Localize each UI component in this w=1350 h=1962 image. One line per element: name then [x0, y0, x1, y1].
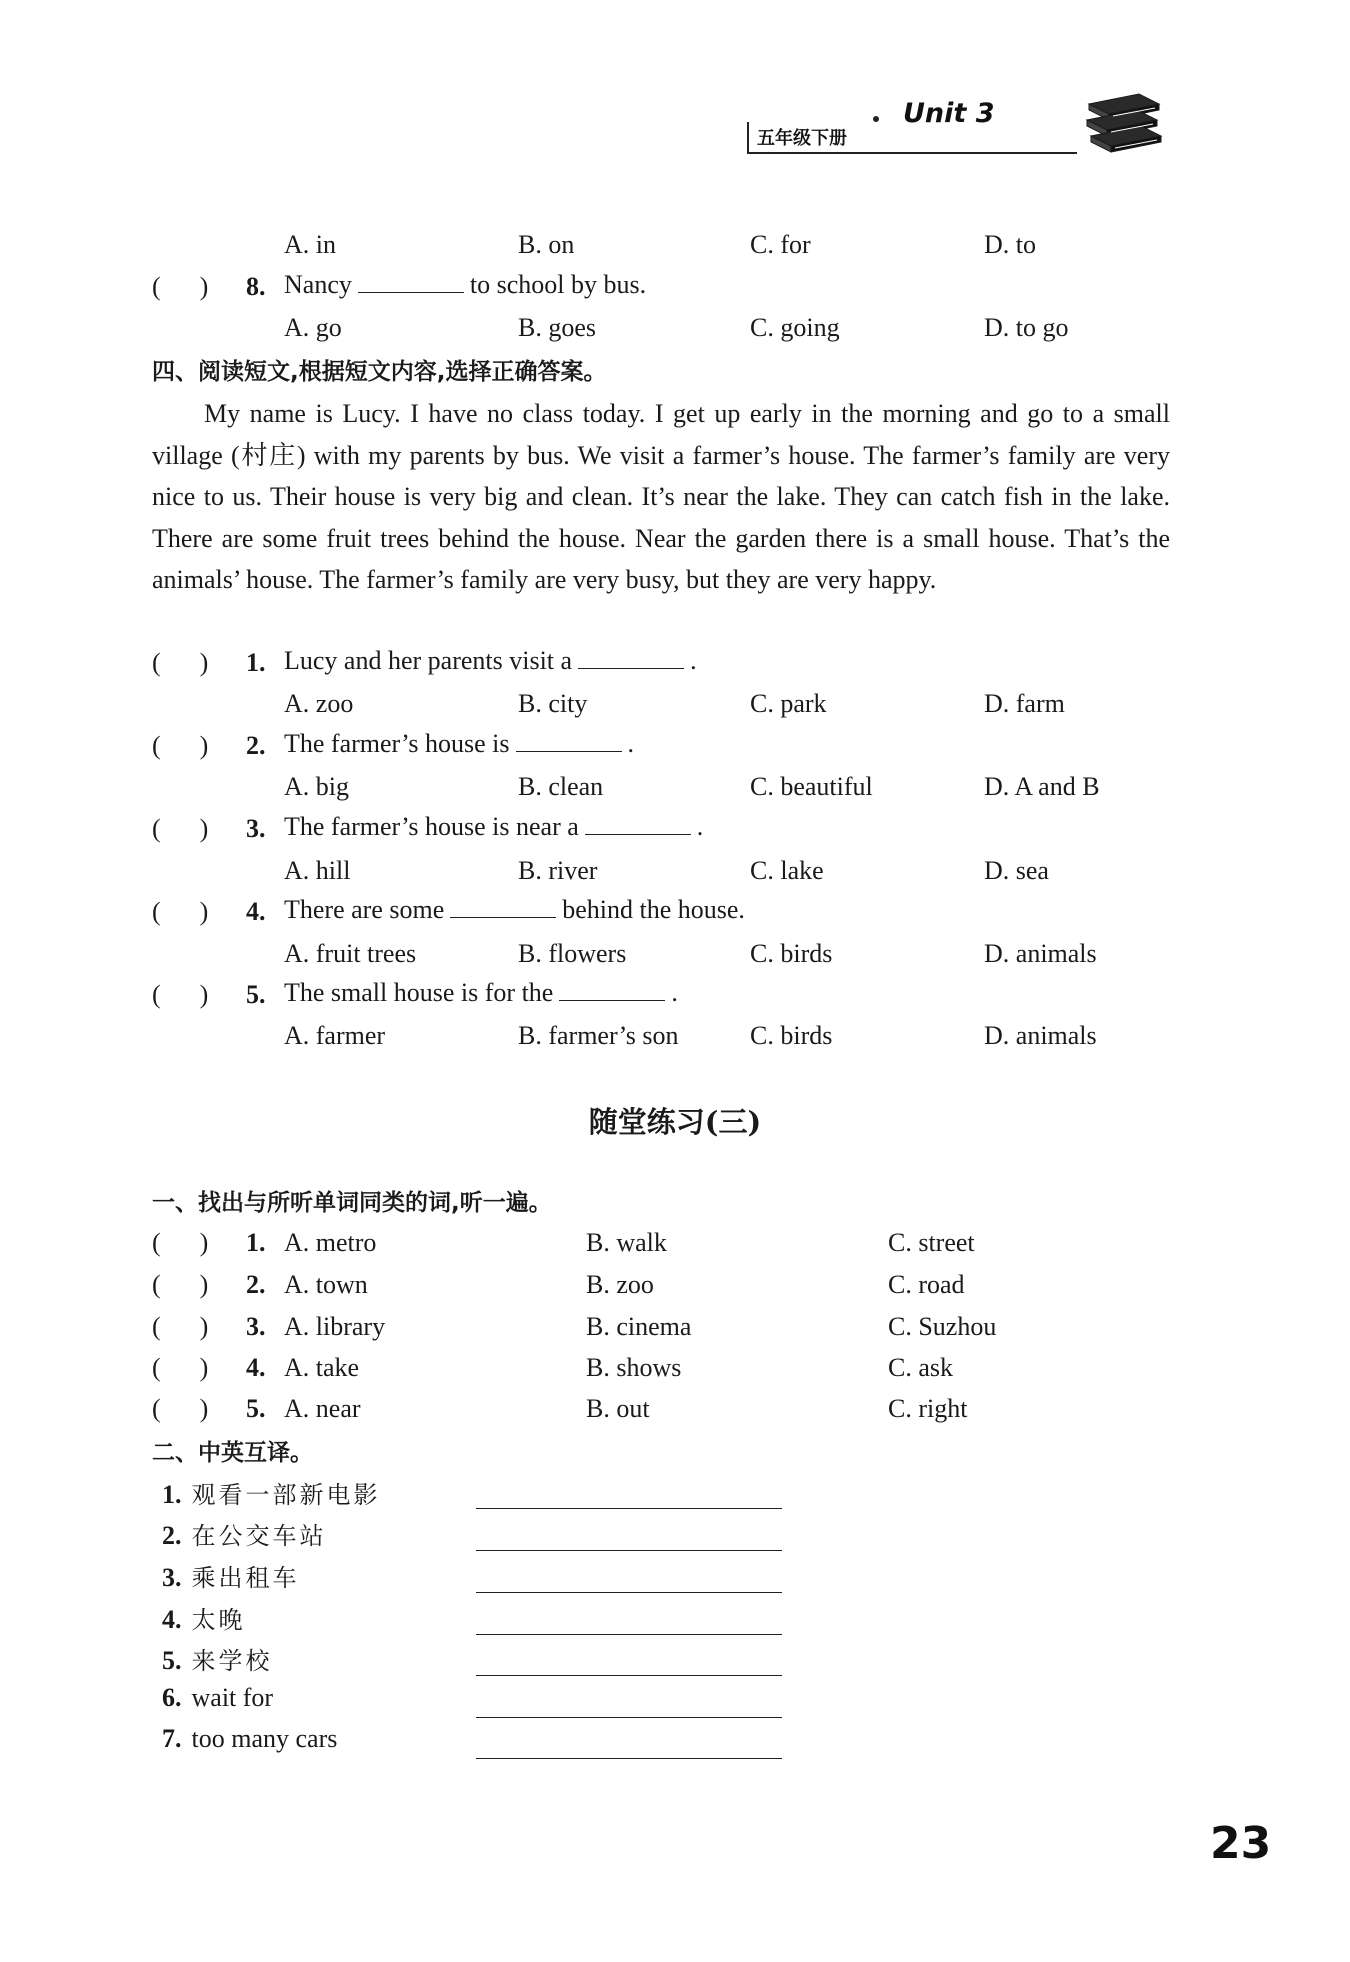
question-pre: Lucy and her parents visit a — [284, 646, 573, 675]
fill-blank[interactable] — [358, 268, 464, 293]
question-pre: The small house is for the — [284, 978, 554, 1007]
item-number: 7. — [162, 1724, 182, 1753]
fill-blank[interactable] — [585, 810, 691, 835]
option-b: B. flowers — [518, 939, 627, 968]
item-number: 1. — [162, 1480, 182, 1509]
fill-blank[interactable] — [559, 976, 665, 1001]
header-dot — [873, 116, 879, 122]
option-c: C. beautiful — [750, 772, 873, 801]
answer-paren[interactable]: ( ) — [152, 1270, 209, 1299]
question-text — [284, 976, 678, 1010]
fill-blank[interactable] — [516, 727, 622, 752]
unit-label: Unit 3 — [903, 98, 995, 129]
question-post: . — [627, 729, 635, 758]
option-c: C. street — [888, 1228, 975, 1257]
item-number: 3. — [162, 1563, 182, 1592]
translation-item — [162, 1475, 381, 1510]
question-text — [284, 644, 697, 678]
question-post: . — [690, 646, 697, 675]
option-a: A. big — [284, 772, 349, 801]
translation-item — [162, 1516, 327, 1551]
option-b: B. cinema — [586, 1312, 692, 1341]
answer-paren[interactable]: ( ) — [152, 1394, 209, 1423]
fill-blank[interactable] — [450, 893, 556, 918]
answer-paren[interactable]: ( ) — [152, 1312, 209, 1341]
question-number: 8. — [246, 272, 266, 301]
option-b: B. zoo — [586, 1270, 654, 1299]
header-bar — [747, 122, 749, 152]
question-number: 4. — [246, 897, 266, 926]
question-text — [284, 810, 703, 844]
answer-paren[interactable]: ( ) — [152, 731, 209, 760]
question-pre: The farmer’s house is — [284, 729, 510, 758]
q8-option-c: C. going — [750, 313, 840, 342]
section-title: 四、阅读短文,根据短文内容,选择正确答案。 — [152, 359, 607, 385]
option-c: C. lake — [750, 856, 824, 885]
translation-item — [162, 1683, 273, 1713]
part2-title: 二、中英互译。 — [152, 1440, 313, 1466]
option-c: C. birds — [750, 939, 833, 968]
item-number: 3. — [246, 1312, 266, 1341]
answer-line[interactable] — [476, 1675, 782, 1676]
question-pre: Nancy — [284, 270, 352, 299]
page-header — [745, 98, 1165, 168]
option-d: D. sea — [984, 856, 1049, 885]
option-a: A. farmer — [284, 1021, 386, 1050]
option-b: B. out — [586, 1394, 650, 1423]
answer-line[interactable] — [476, 1634, 782, 1635]
item-text: too many cars — [191, 1724, 338, 1753]
item-number: 2. — [246, 1270, 266, 1299]
q7-option-d: D. to — [984, 230, 1036, 259]
option-d: D. animals — [984, 1021, 1097, 1050]
question-post: . — [696, 812, 704, 841]
question-post: behind the house. — [562, 895, 745, 924]
q7-option-b: B. on — [518, 230, 575, 259]
answer-paren[interactable]: ( ) — [152, 1353, 209, 1382]
answer-line[interactable] — [476, 1758, 782, 1759]
question-text — [284, 268, 646, 302]
question-number: 5. — [246, 980, 266, 1009]
option-c: C. right — [888, 1394, 968, 1423]
option-a: A. near — [284, 1394, 361, 1423]
item-number: 2. — [162, 1521, 182, 1550]
option-a: A. hill — [284, 856, 351, 885]
option-a: A. take — [284, 1353, 360, 1382]
q7-option-c: C. for — [750, 230, 811, 259]
answer-line[interactable] — [476, 1592, 782, 1593]
option-c: C. road — [888, 1270, 965, 1299]
fill-blank[interactable] — [578, 644, 684, 669]
q7-option-a: A. in — [284, 230, 336, 259]
answer-paren[interactable]: ( ) — [152, 648, 209, 677]
option-a: A. fruit trees — [284, 939, 417, 968]
item-number: 5. — [246, 1394, 266, 1423]
item-number: 5. — [162, 1646, 182, 1675]
option-a: A. metro — [284, 1228, 377, 1257]
option-b: B. city — [518, 689, 588, 718]
question-pre: There are some — [284, 895, 445, 924]
item-text: 太晚 — [191, 1606, 246, 1634]
answer-line[interactable] — [476, 1717, 782, 1718]
books-icon — [1083, 90, 1163, 160]
option-a: A. town — [284, 1270, 368, 1299]
option-c: C. ask — [888, 1353, 953, 1382]
option-d: D. animals — [984, 939, 1097, 968]
question-text — [284, 893, 745, 927]
q8-option-d: D. to go — [984, 313, 1069, 342]
part1-title: 一、找出与所听单词同类的词,听一遍。 — [152, 1190, 552, 1216]
translation-item — [162, 1641, 273, 1676]
answer-paren[interactable]: ( ) — [152, 272, 209, 301]
page-number: 23 — [1210, 1818, 1272, 1869]
question-post: to school by bus. — [469, 270, 647, 299]
option-b: B. farmer’s son — [518, 1021, 679, 1050]
option-b: B. river — [518, 856, 598, 885]
option-b: B. walk — [586, 1228, 667, 1257]
item-number: 6. — [162, 1683, 182, 1712]
practice-title: 随堂练习(三) — [588, 1105, 762, 1139]
question-text — [284, 727, 634, 761]
passage-text: My name is Lucy. I have no class today. I get up early in the morning and go to a small village (村庄) with my parents by bus. We visit a farmer’s house. The farmer’s family are very nice to us. Their house is very big and clean. It’s near the lake. They can catch fish in the lake. There are some fruit trees behind the house. Near the garden there is a small house. That’s the animals’ house. The farmer’s family are very busy, but they are very happy. — [152, 399, 1170, 594]
grade-label: 五年级下册 — [757, 128, 847, 149]
item-number: 1. — [246, 1228, 266, 1257]
option-c: C. park — [750, 689, 827, 718]
option-a: A. zoo — [284, 689, 354, 718]
question-post: . — [671, 978, 678, 1007]
reading-passage — [152, 393, 1170, 601]
item-text: 观看一部新电影 — [191, 1481, 381, 1509]
item-text: 来学校 — [191, 1647, 273, 1675]
answer-line[interactable] — [476, 1508, 782, 1509]
item-text: 乘出租车 — [191, 1564, 300, 1592]
answer-paren[interactable]: ( ) — [152, 1228, 209, 1257]
option-d: D. A and B — [984, 772, 1100, 801]
q8-option-b: B. goes — [518, 313, 596, 342]
translation-item — [162, 1724, 337, 1754]
answer-paren[interactable]: ( ) — [152, 980, 209, 1009]
answer-paren[interactable]: ( ) — [152, 814, 209, 843]
item-number: 4. — [246, 1353, 266, 1382]
option-b: B. clean — [518, 772, 604, 801]
question-number: 1. — [246, 648, 266, 677]
question-pre: The farmer’s house is near a — [284, 812, 579, 841]
question-number: 3. — [246, 814, 266, 843]
option-c: C. Suzhou — [888, 1312, 997, 1341]
option-a: A. library — [284, 1312, 386, 1341]
translation-item — [162, 1558, 300, 1593]
option-d: D. farm — [984, 689, 1065, 718]
translation-item — [162, 1600, 246, 1635]
answer-line[interactable] — [476, 1550, 782, 1551]
item-text: 在公交车站 — [191, 1522, 327, 1550]
q8-option-a: A. go — [284, 313, 342, 342]
question-number: 2. — [246, 731, 266, 760]
item-text: wait for — [191, 1683, 274, 1712]
answer-paren[interactable]: ( ) — [152, 897, 209, 926]
option-c: C. birds — [750, 1021, 833, 1050]
option-b: B. shows — [586, 1353, 682, 1382]
header-rule — [747, 152, 1077, 154]
item-number: 4. — [162, 1605, 182, 1634]
